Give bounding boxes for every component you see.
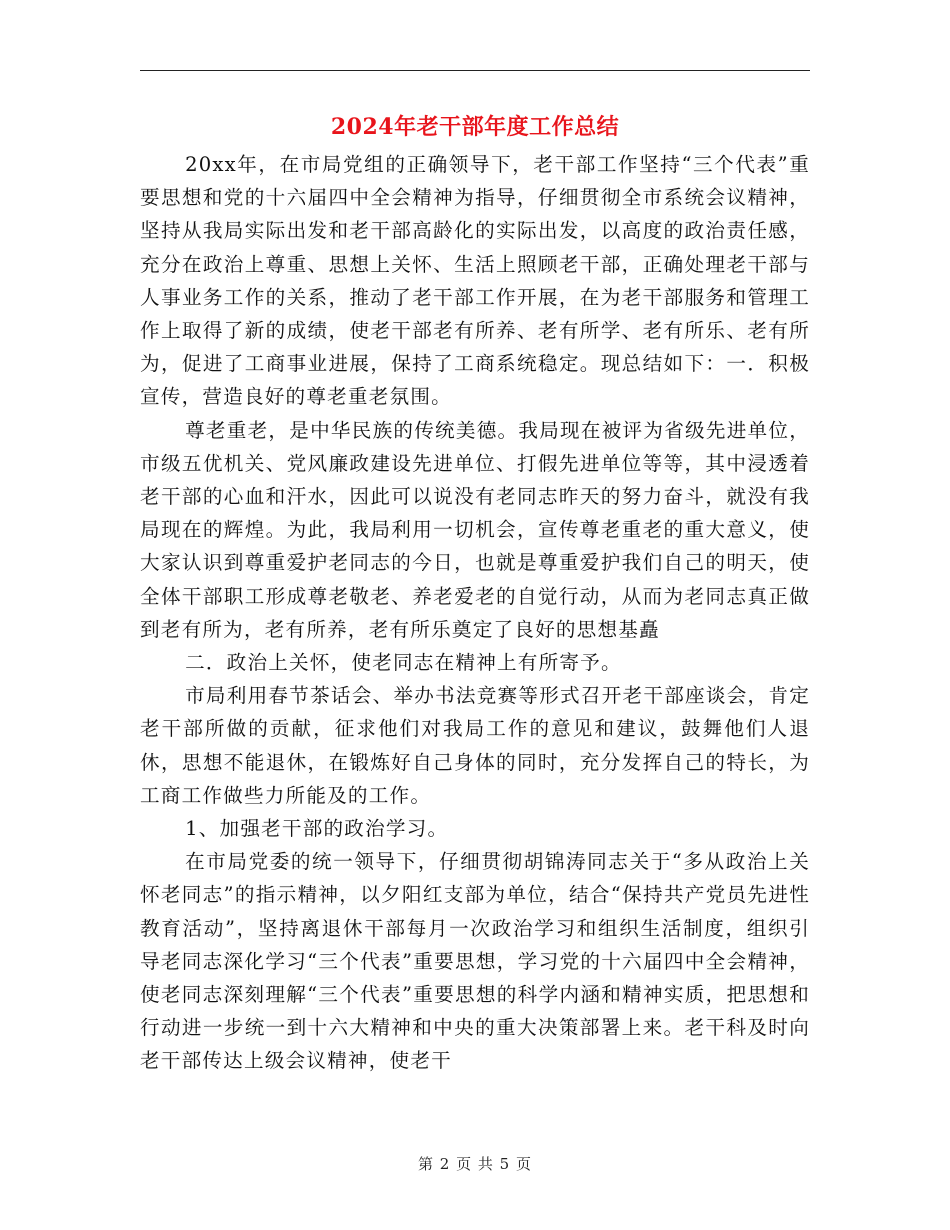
subsection-heading: 1、加强老干部的政治学习。 — [185, 817, 449, 841]
section-heading: 二．政治上关怀，使老同志在精神上有所寄予。 — [185, 651, 622, 675]
header-rule — [140, 70, 810, 71]
page-number: 第 2 页 共 5 页 — [418, 1155, 532, 1173]
paragraph: 在市局党委的统一领导下，仔细贯彻胡锦涛同志关于“多从政治上关怀老同志”的指示精神，以夕阳红支部为单位，结合“保持共产党员先进性教育活动”，坚持离退休干部每月一次政治学习和组织生活制度，组织引导老同志深化学习“三个代表”重要思想，学习党的十六届四中全会精神，使老同志深刻理解“三个代表”重要思想的科学内涵和精神实质，把思想和行动进一步统一到十六大精神和中央的重大决策部署上来。老干科及时向老干部传达上级会议精神，使老干 — [140, 850, 810, 1073]
paragraph: 尊老重老，是中华民族的传统美德。我局现在被评为省级先进单位，市级五优机关、党风廉政建设先进单位、打假先进单位等等，其中浸透着老干部的心血和汗水，因此可以说没有老同志昨天的努力奋斗，就没有我局现在的辉煌。为此，我局利用一切机会，宣传尊老重老的重大意义，使大家认识到尊重爱护老同志的今日，也就是尊重爱护我们自己的明天，使全体干部职工形成尊老敬老、养老爱老的自觉行动，从而为老同志真正做到老有所为，老有所养，老有所乐奠定了良好的思想基矗 — [140, 418, 810, 641]
document-body — [140, 148, 810, 1078]
paragraph: 20xx年，在市局党组的正确领导下，老干部工作坚持“三个代表”重要思想和党的十六届四中全会精神为指导，仔细贯彻全市系统会议精神，坚持从我局实际出发和老干部高龄化的实际出发，以高度的政治责任感，充分在政治上尊重、思想上关怀、生活上照顾老干部，正确处理老干部与人事业务工作的关系，推动了老干部工作开展，在为老干部服务和管理工作上取得了新的成绩，使老干部老有所养、老有所学、老有所乐、老有所为，促进了工商事业进展，保持了工商系统稳定。现总结如下：一．积极宣传，营造良好的尊老重老氛围。 — [140, 153, 810, 409]
paragraph: 市局利用春节茶话会、举办书法竞赛等形式召开老干部座谈会，肯定老干部所做的贡献，征求他们对我局工作的意见和建议，鼓舞他们人退休，思想不能退休，在锻炼好自己身体的同时，充分发挥自己的特长，为工商工作做些力所能及的工作。 — [140, 684, 810, 807]
document-title: 2024年老干部年度工作总结 — [330, 114, 620, 140]
